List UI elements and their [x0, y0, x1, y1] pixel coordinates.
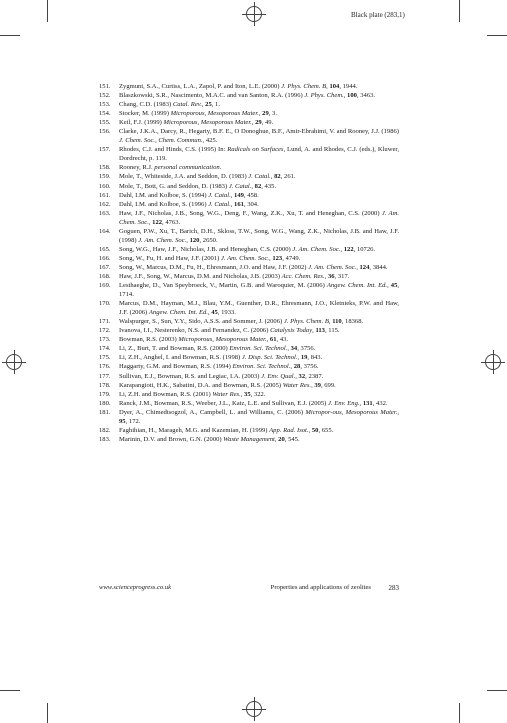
reference-item: [99, 91, 399, 100]
reference-number: 156.: [99, 128, 111, 136]
citation-text: ,: [340, 245, 344, 253]
reference-item: [99, 381, 399, 390]
volume-number: 100: [347, 92, 357, 100]
citation-text: Mole, T., Bott, G. and Seddon, D. (1983): [119, 182, 229, 190]
registration-mark-icon: [485, 354, 501, 370]
citation-text: Faghihian, H., Marageh, M.G. and Kazemian, H. (1999): [119, 426, 270, 434]
citation-text: Karapangioti, H.K., Sabatini, D.A. and Bowman, R.S. (2005): [119, 381, 283, 389]
reference-number: 171.: [99, 318, 111, 326]
reference-number: 161.: [99, 191, 111, 199]
citation-text: Blaszkowski, S.R., Nascimento, M.A.C. and van Santon, R.A. (1996): [119, 92, 305, 100]
page-footer: [99, 584, 399, 591]
citation-text: ,: [328, 318, 333, 326]
volume-number: 35: [244, 390, 251, 398]
reference-number: 159.: [99, 173, 111, 181]
citation-text: ,: [230, 191, 235, 199]
volume-number: 95: [119, 417, 126, 425]
citation-text: , 3.: [268, 110, 277, 118]
citation-text: ,: [397, 408, 399, 416]
footer-title: Properties and applications of zeolites: [270, 584, 371, 591]
journal-title: Acc. Chem. Res.: [281, 272, 325, 280]
journal-title: J. Am. Chem. Soc.: [308, 263, 357, 271]
journal-title: J. Am. Chem. Soc.: [138, 236, 187, 244]
volume-number: 82: [274, 173, 281, 181]
citation-text: , 655.: [318, 426, 334, 434]
journal-title: Microporous, Mesoporous Mater.: [163, 119, 252, 127]
citation-text: ,: [356, 263, 360, 271]
citation-text: Ranck, J.M., Bowman, R.S., Weeber, J.L., Katz, L.E. and Sullivan, E.J. (2005): [119, 399, 328, 407]
citation-text: ,: [274, 435, 279, 443]
volume-number: 110: [332, 318, 342, 326]
citation-text: ,: [269, 254, 273, 262]
reference-number: 168.: [99, 272, 111, 280]
reference-number: 152.: [99, 92, 111, 100]
journal-title: J. Phys. Chem. B: [283, 318, 329, 326]
volume-number: 131: [362, 399, 373, 407]
page-number: 283: [388, 584, 399, 592]
volume-number: 20: [278, 435, 285, 443]
journal-title: Angew. Chem. Int. Ed.: [148, 309, 208, 317]
citation-text: , 432.: [372, 399, 388, 407]
citation-text: , 435.: [261, 182, 277, 190]
reference-item: [99, 191, 399, 200]
reference-number: 169.: [99, 282, 111, 290]
reference-item: [99, 145, 399, 163]
citation-text: ,: [207, 309, 212, 317]
volume-number: 122: [152, 218, 163, 226]
volume-number: 19: [300, 354, 308, 362]
citation-text: , 115.: [324, 327, 340, 335]
volume-number: 61: [269, 336, 277, 344]
journal-title: Angew. Chem. Int. Ed.: [326, 282, 388, 290]
journal-title: Environ. Sci. Technol.: [229, 345, 288, 353]
journal-title: Waste Management: [223, 435, 275, 443]
volume-number: 123: [272, 254, 283, 262]
citation-text: , 304.: [243, 200, 259, 208]
citation-text: ,: [387, 282, 391, 290]
citation-text: Li, Z.H. and Bowman, R.S. (2001): [119, 390, 213, 398]
citation-text: Haw, J.F., Song, W., Marcus, D.M. and Nicholas, J.B. (2003): [119, 272, 282, 280]
crop-mark: [487, 690, 507, 691]
reference-item: [99, 263, 399, 272]
registration-mark-icon: [246, 701, 262, 717]
journal-title: J. Env. Qual.: [261, 372, 296, 380]
journal-title: J. Phys. Chem. B: [281, 83, 327, 90]
reference-item: [99, 335, 399, 344]
citation-text: , 3756.: [300, 363, 319, 371]
citation-text: Lesthaeghe, D., Van Speybroeck, V., Martin, G.B. and Waroquier, M. (2006): [119, 282, 327, 290]
citation-text: , 2650.: [199, 236, 218, 244]
citation-text: Rooney, R.J.: [119, 164, 155, 172]
citation-text: ,: [240, 390, 245, 398]
citation-text: Sullivan, E.J., Bowman, R.S. and Legiac, I.A. (2003): [119, 372, 262, 380]
volume-number: 122: [343, 245, 354, 253]
citation-text: ,: [251, 119, 256, 127]
reference-item: [99, 163, 399, 172]
volume-number: 124: [359, 263, 370, 271]
volume-number: 36: [327, 272, 335, 280]
reference-number: 154.: [99, 110, 111, 118]
reference-item: [99, 227, 399, 245]
citation-text: Rhodes, C.J. and Hinds, C.S. (1995) In:: [119, 146, 228, 154]
reference-item: [99, 182, 399, 191]
reference-number: 157.: [99, 146, 111, 154]
citation-text: , 10726.: [353, 245, 376, 253]
citation-text: ,: [266, 336, 270, 344]
volume-number: 149: [234, 191, 244, 199]
crop-mark: [487, 35, 507, 36]
citation-text: ,: [312, 327, 316, 335]
citation-text: ,: [148, 218, 153, 226]
journal-title: Microporous, Mesoporous Mater.: [170, 110, 259, 118]
citation-text: ,: [343, 92, 348, 100]
reference-list: [99, 82, 399, 444]
reference-number: 178.: [99, 381, 111, 389]
reference-number: 173.: [99, 336, 111, 344]
citation-text: , 322.: [250, 390, 266, 398]
citation-text: Dyer, A., Chimedtsogzol, A., Campbell, L. and Williams, C. (2006): [119, 408, 306, 416]
citation-text: Bowman, R.S. (2003): [119, 336, 179, 344]
crop-mark: [47, 703, 48, 723]
citation-text: , 317.: [334, 272, 350, 280]
reference-item: [99, 200, 399, 209]
reference-item: [99, 435, 399, 444]
journal-title: J. Am. Chem. Soc.: [119, 209, 399, 226]
citation-text: , 425.: [202, 137, 218, 145]
plate-label: Black plate (283,1): [351, 11, 405, 19]
reference-item: [99, 254, 399, 263]
reference-item: [99, 209, 399, 227]
journal-title: Water Res.: [282, 381, 312, 389]
citation-text: Dahl, I.M. and Kolboe, S. (1996): [119, 200, 209, 208]
reference-number: 153.: [99, 101, 111, 109]
reference-item: [99, 245, 399, 254]
citation-text: , 172.: [125, 417, 141, 425]
volume-number: 32: [298, 372, 306, 380]
citation-text: Walspurger, S., Sun, Y.Y., Sido, A.S.S. and Sommer, J. (2006): [119, 318, 284, 326]
citation-text: , 261.: [280, 173, 296, 181]
volume-number: 45: [390, 282, 398, 290]
crop-mark: [459, 0, 460, 22]
citation-text: Song, W., Marcus, D.M., Fu, H., Ehresmann, J.O. and Haw, J.F. (2002): [119, 263, 309, 271]
citation-text: , 1714.: [119, 282, 400, 299]
citation-text: Dahl, I.M. and Kolboe, S. (1994): [119, 191, 209, 199]
citation-text: ,: [326, 83, 330, 90]
citation-text: ,: [251, 182, 255, 190]
citation-text: , 545.: [284, 435, 300, 443]
citation-text: Ivanova, I.I., Nesterenko, N.S. and Fernandez, C. (2006): [119, 327, 271, 335]
registration-mark-icon: [6, 354, 22, 370]
journal-title: J. Env. Eng.: [327, 399, 360, 407]
citation-text: , 18368.: [341, 318, 364, 326]
journal-title: personal communication: [154, 164, 220, 172]
citation-text: ,: [258, 110, 263, 118]
registration-mark-icon: [246, 6, 262, 22]
citation-text: ,: [311, 381, 315, 389]
reference-item: [99, 372, 399, 381]
citation-text: ,: [324, 272, 328, 280]
reference-number: 180.: [99, 399, 111, 407]
volume-number: 25: [205, 101, 212, 109]
citation-text: , 4763.: [162, 218, 181, 226]
reference-item: [99, 272, 399, 281]
citation-text: Song, W., Fu, H. and Haw, J.F. (2001): [119, 254, 221, 262]
reference-number: 167.: [99, 263, 111, 271]
reference-item: [99, 100, 399, 109]
citation-text: Marinin, D.V. and Brown, G.N. (2000): [119, 435, 224, 443]
reference-number: 175.: [99, 354, 111, 362]
reference-number: 162.: [99, 200, 111, 208]
citation-text: Stocker, M. (1999): [119, 110, 171, 118]
citation-text: , 1933.: [217, 309, 236, 317]
reference-number: 155.: [99, 119, 111, 127]
crop-mark: [0, 35, 20, 36]
citation-text: ,: [297, 354, 301, 362]
volume-number: 34: [290, 345, 298, 353]
reference-number: 176.: [99, 363, 111, 371]
journal-title: J. Am. Chem. Soc.: [292, 245, 341, 253]
footer-website: www.scienceprogress.co.uk: [99, 584, 172, 591]
citation-text: , 1944.: [339, 83, 358, 90]
citation-text: , 3756.: [297, 345, 316, 353]
reference-item: [99, 317, 399, 326]
journal-title: App. Rad. Isot.: [269, 426, 309, 434]
reference-item: [99, 426, 399, 435]
journal-title: J. Catal.: [208, 191, 231, 199]
volume-number: 29: [262, 110, 269, 118]
volume-number: 45: [211, 309, 218, 317]
reference-item: [99, 399, 399, 408]
reference-number: 182.: [99, 426, 111, 434]
journal-title: J. Catal.: [228, 182, 252, 190]
crop-mark: [47, 0, 48, 22]
reference-number: 174.: [99, 345, 111, 353]
citation-text: .: [219, 164, 222, 172]
journal-title: Environ. Sci. Technol.: [232, 363, 291, 371]
citation-text: ,: [359, 399, 363, 407]
reference-item: [99, 362, 399, 371]
journal-title: J. Catal.: [248, 173, 271, 181]
reference-item: [99, 82, 399, 91]
citation-text: ,: [201, 101, 206, 109]
citation-text: , 2387.: [305, 372, 324, 380]
journal-title: Water Res.: [212, 390, 241, 398]
citation-text: Song, W.G., Haw, J.F., Nicholas, J.B. and Heneghan, C.S. (2000): [119, 245, 293, 253]
reference-number: 179.: [99, 390, 111, 398]
citation-text: , 3844.: [369, 263, 388, 271]
citation-text: Haw, J.F., Nicholas, J.B., Song, W.G., Deng, F., Wang, Z.K., Xu, T. and Heneghan, C.S. (2000): [119, 209, 382, 217]
citation-text: , 4749.: [282, 254, 301, 262]
reference-number: 165.: [99, 245, 111, 253]
reference-number: 163.: [99, 209, 111, 217]
reference-number: 170.: [99, 300, 111, 308]
citation-text: , 1.: [211, 101, 220, 109]
volume-number: 29: [255, 119, 262, 127]
citation-text: Haggarty, G.M. and Bowman, R.S. (1994): [119, 363, 233, 371]
reference-item: [99, 390, 399, 399]
journal-title: J. Disp. Sci. Technol.: [241, 354, 298, 362]
citation-text: Clarke, J.K.A., Darcy, R., Hegarty, B.F. E., O Donoghue, B.F., Amir-Ebrahimi, V. and Rooney, J.J. (1986): [119, 128, 399, 136]
citation-text: Marcus, D.M., Hayman, M.J., Blau, Y.M., Guenther, D.R., Ehresmann, J.O., Kletnieks, P.W. and Haw, J.F. (2006): [119, 300, 399, 317]
citation-text: , 43.: [276, 336, 289, 344]
reference-item: [99, 353, 399, 362]
reference-item: [99, 408, 399, 426]
crop-mark: [459, 703, 460, 723]
reference-item: [99, 326, 399, 335]
crop-mark: [0, 690, 20, 691]
citation-text: ,: [287, 345, 291, 353]
citation-text: ,: [295, 372, 299, 380]
journal-title: J. Catal.: [208, 200, 231, 208]
citation-text: Chang, C.D. (1983): [119, 101, 173, 109]
reference-item: [99, 299, 399, 317]
reference-number: 151.: [99, 83, 111, 90]
reference-number: 160.: [99, 182, 111, 190]
volume-number: 82: [254, 182, 262, 190]
volume-number: 104: [329, 83, 340, 90]
reference-item: [99, 344, 399, 353]
citation-text: ,: [230, 200, 235, 208]
reference-number: 183.: [99, 435, 111, 443]
citation-text: Mole, T., Whiteside, J.A. and Seddon, D. (1983): [119, 173, 249, 181]
journal-title: Microporous, Mesoporous Mater.: [178, 336, 267, 344]
reference-item: [99, 281, 399, 299]
volume-number: 113: [315, 327, 325, 335]
reference-item: [99, 127, 399, 145]
volume-number: 39: [314, 381, 321, 389]
reference-number: 172.: [99, 327, 111, 335]
journal-title: J. Chem. Soc., Chem. Commun.: [119, 137, 203, 145]
journal-title: Catalysis Today: [270, 327, 313, 335]
journal-title: J. Am. Chem. Soc.: [220, 254, 270, 262]
citation-text: Keil, F.J. (1999): [119, 119, 164, 127]
volume-number: 28: [293, 363, 301, 371]
reference-number: 164.: [99, 227, 111, 235]
volume-number: 50: [311, 426, 319, 434]
citation-text: , Lund, A. and Rhodes, C.J. (eds.), Kluwer, Dordrecht, p. 119.: [119, 146, 399, 163]
journal-title: Catal. Rev.: [172, 101, 202, 109]
citation-text: , 843.: [307, 354, 323, 362]
reference-number: 177.: [99, 372, 111, 380]
journal-title: Micropor-ous, Mesoporous Mater.: [305, 408, 398, 416]
journal-title: Radicals on Surfaces: [227, 146, 284, 154]
citation-text: ,: [270, 173, 275, 181]
volume-number: 120: [189, 236, 200, 244]
citation-text: ,: [186, 236, 190, 244]
journal-title: J. Phys. Chem.: [304, 92, 344, 100]
citation-text: ,: [308, 426, 312, 434]
reference-item: [99, 118, 399, 127]
citation-text: Li, Z.H., Anghel, I. and Bowman, R.S. (1998): [119, 354, 242, 362]
citation-text: Zygmunt, S.A., Curtiss, L.A., Zapol, P. and Iton, L.E. (2000): [119, 83, 282, 90]
citation-text: , 458.: [243, 191, 259, 199]
reference-number: 181.: [99, 408, 111, 416]
reference-number: 158.: [99, 164, 111, 172]
citation-text: Li, Z., Burt, T. and Bowman, R.S. (2000): [119, 345, 230, 353]
citation-text: Goguen, P.W., Xu, T., Barich, D.H., Skloss, T.W., Song, W.G., Wang, Z.K., Nicholas, J.B. and Haw, J.F. (1998): [119, 227, 399, 244]
citation-text: ,: [290, 363, 294, 371]
reference-item: [99, 109, 399, 118]
citation-text: , 49.: [261, 119, 274, 127]
volume-number: 161: [234, 200, 244, 208]
citation-text: , 699.: [320, 381, 336, 389]
reference-number: 166.: [99, 254, 111, 262]
reference-item: [99, 172, 399, 181]
citation-text: , 3463.: [356, 92, 376, 100]
